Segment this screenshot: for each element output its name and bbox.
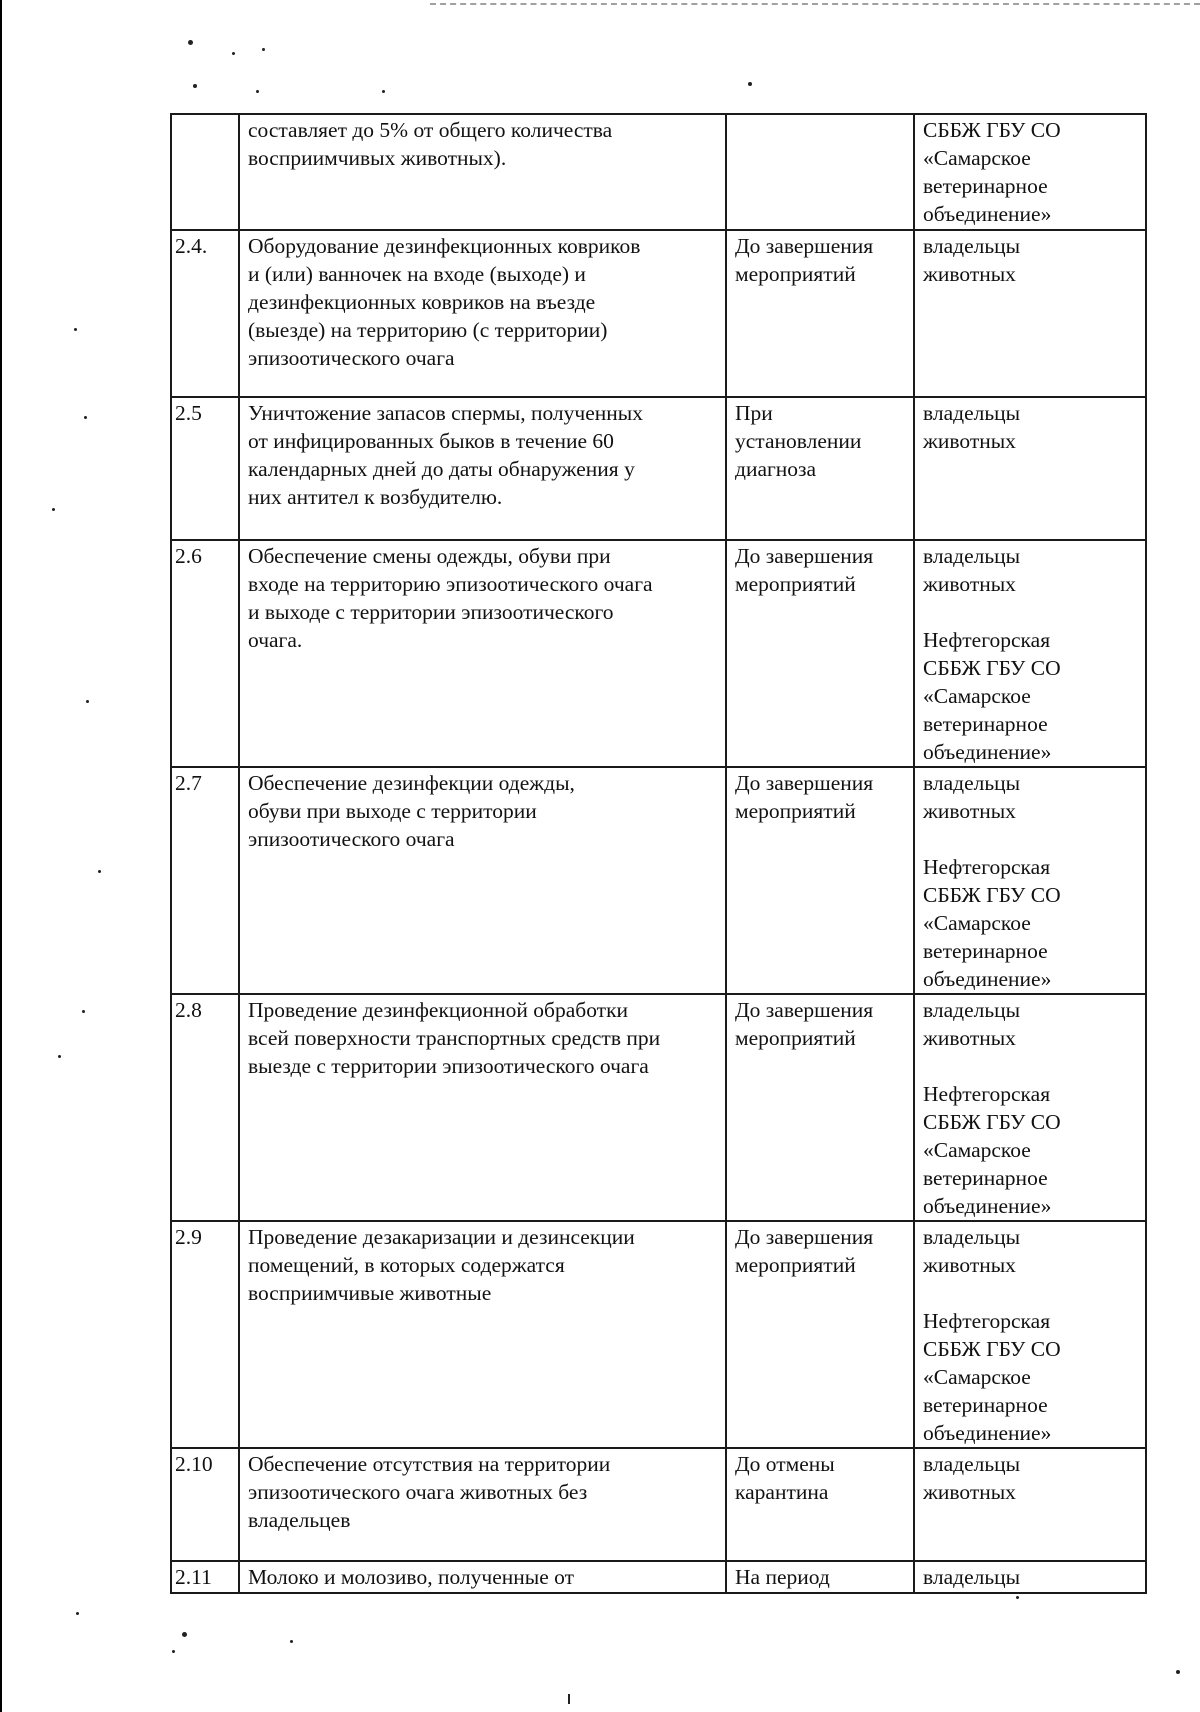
scan-speck <box>568 1694 570 1704</box>
table-row <box>171 114 1146 230</box>
responsible-entry: Нефтегорская СББЖ ГБУ СО «Самарское ветеринарное объединение» <box>923 1309 1061 1445</box>
item-number: 2.9 <box>171 1221 239 1448</box>
item-number: 2.8 <box>171 994 239 1221</box>
table-row <box>171 1561 1146 1593</box>
responsible-entry: владельцы животных <box>923 544 1021 596</box>
table-row <box>171 1448 1146 1561</box>
table-row <box>171 994 1146 1221</box>
scan-speck <box>232 52 235 55</box>
responsible-entry: Нефтегорская СББЖ ГБУ СО «Самарское ветеринарное объединение» <box>923 855 1061 991</box>
responsible-entry: СББЖ ГБУ СО «Самарское ветеринарное объединение» <box>923 118 1061 226</box>
responsible-party <box>914 540 1146 767</box>
scan-speck <box>1016 1596 1019 1599</box>
table-row <box>171 397 1146 540</box>
measure-term: До завершения мероприятий <box>726 540 914 767</box>
scan-speck <box>188 40 193 45</box>
scan-speck <box>1176 1670 1180 1674</box>
scan-speck <box>748 82 752 86</box>
item-number: 2.7 <box>171 767 239 994</box>
scan-speck <box>74 328 77 331</box>
item-number: 2.10 <box>171 1448 239 1561</box>
responsible-entry: Нефтегорская СББЖ ГБУ СО «Самарское ветеринарное объединение» <box>923 1082 1061 1218</box>
scan-speck <box>58 1055 61 1058</box>
measure-description: Проведение дезинфекционной обработки всей поверхности транспортных средств при выезде с территории эпизоотического очага <box>239 994 726 1221</box>
item-number: 2.5 <box>171 397 239 540</box>
responsible-entry: Нефтегорская СББЖ ГБУ СО «Самарское ветеринарное объединение» <box>923 628 1061 764</box>
responsible-entry: владельцы животных <box>923 771 1021 823</box>
measure-description: Обеспечение дезинфекции одежды, обуви при выходе с территории эпизоотического очага <box>239 767 726 994</box>
measure-term: До завершения мероприятий <box>726 994 914 1221</box>
item-number: 2.11 <box>171 1561 239 1593</box>
responsible-entry: владельцы животных <box>923 1225 1021 1277</box>
measure-description: Проведение дезакаризации и дезинсекции помещений, в которых содержатся восприимчивые животные <box>239 1221 726 1448</box>
responsible-party <box>914 230 1146 397</box>
scan-speck <box>256 90 259 93</box>
measure-term: До завершения мероприятий <box>726 1221 914 1448</box>
scan-speck <box>84 416 87 419</box>
item-number: 2.6 <box>171 540 239 767</box>
table-row <box>171 767 1146 994</box>
scan-speck <box>290 1640 293 1643</box>
item-number: 2.4. <box>171 230 239 397</box>
responsible-entry: владельцы животных <box>923 234 1021 286</box>
scan-edge-left <box>0 0 2 1712</box>
responsible-entry: владельцы животных <box>923 401 1021 453</box>
measure-term: При установлении диагноза <box>726 397 914 540</box>
scan-speck <box>382 90 385 93</box>
responsible-party <box>914 1561 1146 1593</box>
scan-speck <box>86 700 89 703</box>
scan-speck <box>76 1612 79 1615</box>
measure-description: Обеспечение смены одежды, обуви при входе на территорию эпизоотического очага и выходе с территории эпизоотического очага. <box>239 540 726 767</box>
scan-speck <box>98 870 101 873</box>
scan-edge-top <box>430 3 1200 7</box>
table-row <box>171 540 1146 767</box>
responsible-entry: владельцы животных <box>923 1452 1021 1504</box>
responsible-party <box>914 1448 1146 1561</box>
measures-table <box>170 113 1147 1594</box>
measure-description: Оборудование дезинфекционных ковриков и (или) ванночек на входе (выходе) и дезинфекционных ковриков на въезде (выезде) на территорию (с территории) эпизоотического очага <box>239 230 726 397</box>
table-row <box>171 1221 1146 1448</box>
scan-speck <box>52 508 55 511</box>
responsible-party <box>914 114 1146 230</box>
responsible-entry: владельцы животных <box>923 998 1021 1050</box>
measure-description: Обеспечение отсутствия на территории эпизоотического очага животных без владельцев <box>239 1448 726 1561</box>
measure-term: До завершения мероприятий <box>726 767 914 994</box>
measure-term: На период <box>726 1561 914 1593</box>
measure-description: Уничтожение запасов спермы, полученных от инфицированных быков в течение 60 календарных дней до даты обнаружения у них антител к возбудителю. <box>239 397 726 540</box>
scan-speck <box>172 1650 175 1653</box>
measure-term: До отмены карантина <box>726 1448 914 1561</box>
responsible-entry: владельцы <box>923 1565 1021 1589</box>
item-number <box>171 114 239 230</box>
scan-speck <box>193 84 197 88</box>
measure-term <box>726 114 914 230</box>
measure-term: До завершения мероприятий <box>726 230 914 397</box>
responsible-party <box>914 397 1146 540</box>
responsible-party <box>914 1221 1146 1448</box>
scan-speck <box>82 1010 85 1013</box>
scan-speck <box>182 1632 187 1637</box>
table-row <box>171 230 1146 397</box>
responsible-party <box>914 767 1146 994</box>
measure-description: составляет до 5% от общего количества восприимчивых животных). <box>239 114 726 230</box>
responsible-party <box>914 994 1146 1221</box>
scan-speck <box>262 48 265 51</box>
measure-description: Молоко и молозиво, полученные от <box>239 1561 726 1593</box>
